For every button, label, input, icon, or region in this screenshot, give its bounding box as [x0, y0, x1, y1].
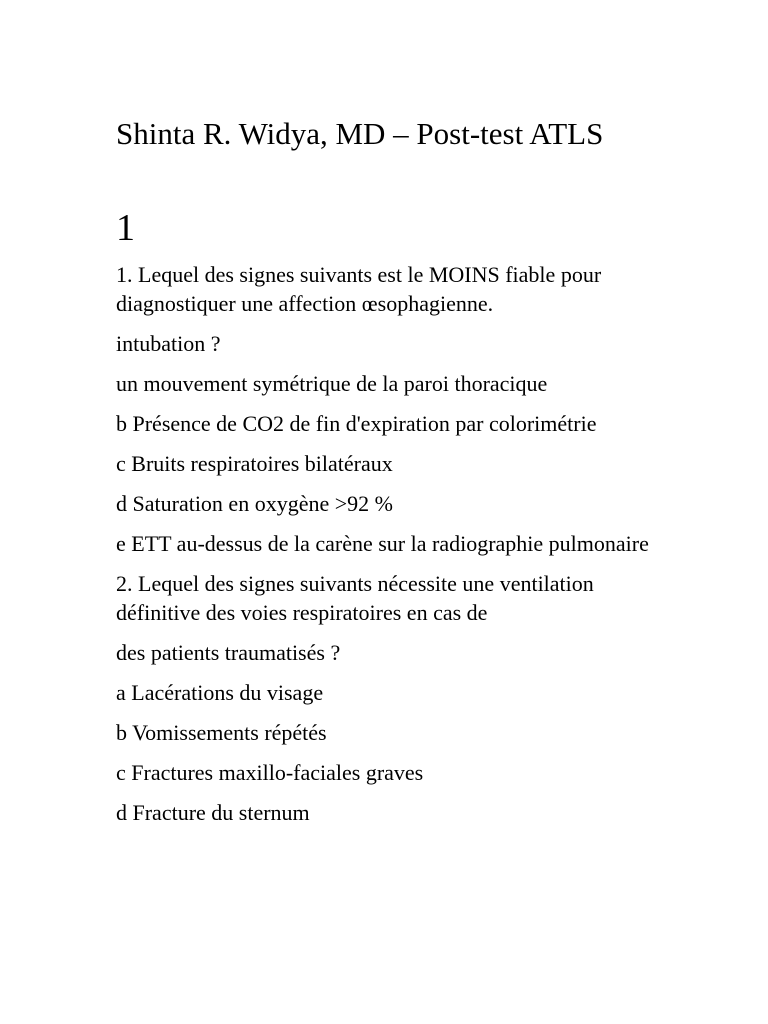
question-1-stem-continuation: intubation ?	[116, 331, 221, 356]
question-1-option-b: b Présence de CO2 de fin d'expiration par colorimétrie	[116, 411, 597, 436]
question-1-stem: 1. Lequel des signes suivants est le MOINS fiable pour diagnostiquer une affection œsophagienne.	[116, 262, 602, 316]
document-body	[116, 260, 676, 838]
page-number: 1	[116, 207, 135, 249]
question-1-option-c: c Bruits respiratoires bilatéraux	[116, 451, 393, 476]
question-1-option-d: d Saturation en oxygène >92 %	[116, 491, 393, 516]
question-1-option-e: e ETT au-dessus de la carène sur la radiographie pulmonaire	[116, 531, 649, 556]
question-2-option-d: d Fracture du sternum	[116, 800, 310, 825]
question-1-option-a: un mouvement symétrique de la paroi thoracique	[116, 371, 548, 396]
question-2-option-b: b Vomissements répétés	[116, 720, 327, 745]
document-title: Shinta R. Widya, MD – Post-test ATLS	[116, 116, 604, 151]
question-2-stem: 2. Lequel des signes suivants nécessite une ventilation définitive des voies respiratoires en cas de	[116, 571, 594, 625]
question-2-option-c: c Fractures maxillo-faciales graves	[116, 760, 424, 785]
question-2-option-a: a Lacérations du visage	[116, 680, 324, 705]
question-2-stem-continuation: des patients traumatisés ?	[116, 640, 341, 665]
